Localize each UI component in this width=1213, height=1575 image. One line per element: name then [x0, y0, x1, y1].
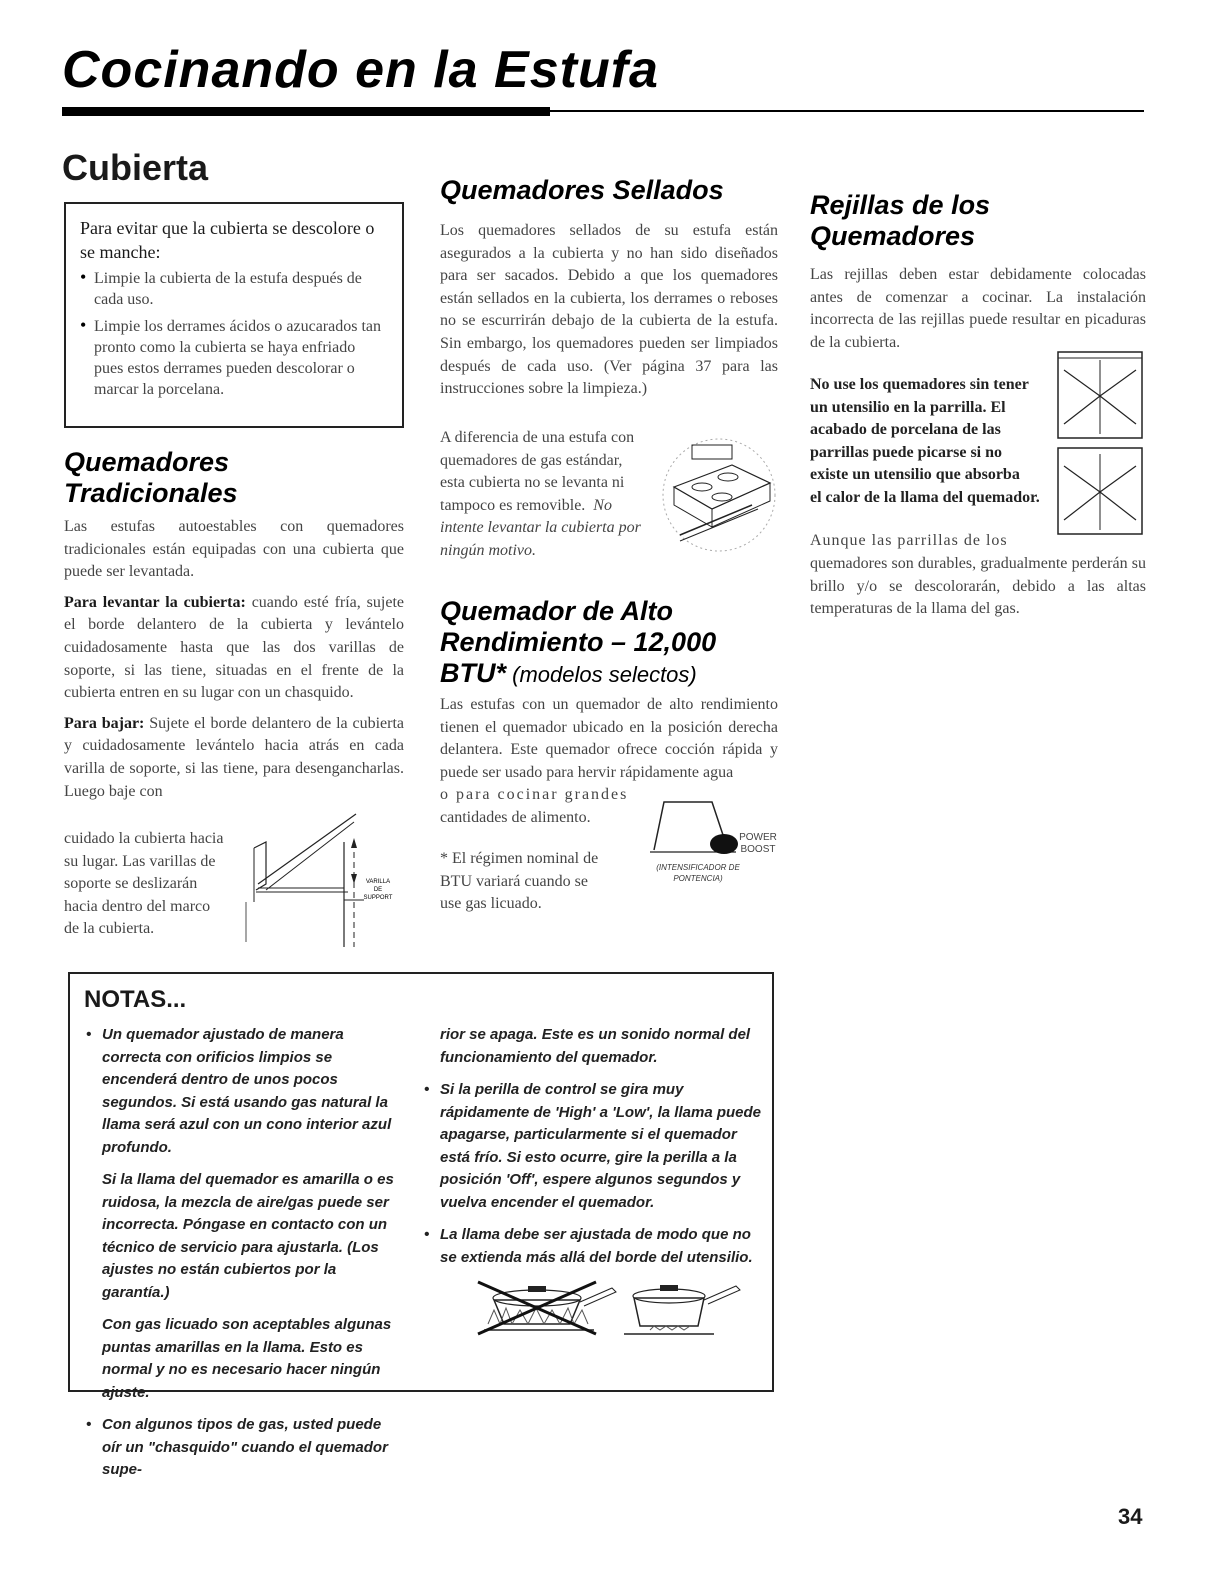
sellados-p2-line: quemadores de gas estándar,: [440, 451, 623, 469]
rejillas-heading-line2: Quemadores: [810, 221, 976, 251]
rod-label: SUPPORT: [363, 895, 393, 901]
tail-line: su lugar. Las varillas de: [64, 852, 216, 870]
sellados-p2-italic: intente levantar la cubierta por: [440, 519, 641, 537]
alto-heading-models: (modelos selectos): [506, 662, 697, 687]
tail-line: hacia dentro del marco: [64, 897, 211, 915]
cubierta-box: [64, 202, 404, 428]
alto-tail-line: cantidades de alimento.: [440, 808, 591, 826]
tradicionales-p3-text: Sujete el borde delantero de la cubierta y cuidadosamente levántelo hacia atrás en cada varilla de soporte, si las tiene, para desengancharlas. Luego baje con: [64, 714, 405, 800]
rejillas-warning-line: un utensilio en la parrilla. El: [810, 398, 1006, 416]
sellados-p2-line: [440, 495, 680, 518]
tradicionales-p3-label: Para bajar:: [64, 714, 145, 732]
rod-label: DE: [373, 887, 383, 893]
power-caption: PONTENCIA): [673, 874, 723, 883]
notas-title: NOTAS...: [84, 986, 187, 1013]
tradicionales-p3: [64, 713, 404, 803]
page-number: 34: [1118, 1504, 1143, 1529]
pans-flame-illustration: [474, 1264, 744, 1344]
sellados-p2: [440, 427, 680, 563]
cubierta-box-item: • Limpie los derrames ácidos o azucarados tan pronto como la cubierta se haya enfriado pues estos derrames pueden descolorar o marcar la porcelana.: [80, 316, 388, 400]
notas-item: rior se apaga. Este es un sonido normal del funcionamiento del quemador.: [440, 1026, 751, 1066]
alto-heading-line1: Quemador de Alto: [440, 596, 674, 626]
notas-item: • Si la perilla de control se gira muy rápidamente de 'High' a 'Low', la llama puede apagarse, particularmente si el quemador está frío. Si esto ocurre, gire la perilla a la posición 'Off', espere algunos segundos y vuelva encender el quemador.: [422, 1079, 762, 1214]
tradicionales-p2-text: cuando esté fría, sujete el borde delantero de la cubierta y levántelo cuidadosamente hasta que las dos varillas de soporte, si las tiene, situadas en el frente de la cubierta entren en su lugar con un chasquido.: [64, 593, 405, 702]
tradicionales-heading-line1: Quemadores: [64, 447, 230, 477]
rejillas-body: [810, 264, 1146, 354]
cubierta-box-item: • Limpie la cubierta de la estufa después de cada uso.: [80, 268, 388, 310]
notas-left-column: [84, 1024, 404, 1492]
tradicionales-heading-line2: Tradicionales: [64, 478, 238, 508]
sealed-cooktop-illustration: [662, 425, 777, 565]
title-rule-thin: [550, 110, 1144, 112]
notas-item: • Con algunos tipos de gas, usted puede oír un "chasquido" cuando el quemador supe-: [84, 1414, 404, 1482]
rod-label: VARILLA: [365, 879, 391, 885]
alto-p1: Las estufas con un quemador de alto rendimiento tienen el quemador ubicado en la posición derecha delantera. Este quemador ofrece cocción rápida y puede ser usado para hervir rápidamente agua: [440, 696, 778, 781]
alto-p1-tail: [440, 784, 660, 829]
sellados-italic-no: No: [593, 496, 612, 514]
boost-label: BOOST: [740, 844, 776, 855]
title-rule-thick: [62, 107, 550, 116]
rejillas-p3-first: Aunque las parrillas de los: [810, 532, 1008, 549]
tail-line: de la cubierta.: [64, 920, 155, 938]
rejillas-warning: [810, 374, 1050, 510]
sellados-p2-italic: ningún motivo.: [440, 541, 536, 559]
sellados-body: [440, 220, 778, 409]
alto-tail-line: o para cocinar grandes: [440, 786, 629, 803]
cubierta-box-list: [80, 268, 388, 400]
tail-line: soporte se deslizarán: [64, 875, 198, 893]
sellados-p2-line: esta cubierta no se levanta ni: [440, 474, 625, 492]
page-title: Cocinando en la Estufa: [62, 41, 659, 99]
power-caption: (INTENSIFICADOR DE: [656, 863, 740, 872]
alto-heading-line3: [440, 658, 778, 690]
tradicionales-p2-label: Para levantar la cubierta:: [64, 593, 246, 611]
notas-item: • La llama debe ser ajustada de modo que no se extienda más allá del borde del utensilio.: [422, 1224, 762, 1269]
power-boost-knob-illustration: [640, 790, 790, 890]
rejillas-warning-line: acabado de porcelana de las: [810, 421, 1001, 439]
rejillas-heading-line1: Rejillas de los: [810, 190, 991, 220]
burner-grate-illustration: [1054, 346, 1146, 542]
cubierta-box-lead: Para evitar que la cubierta se descolore o se manche:: [80, 218, 375, 262]
sellados-p1: Los quemadores sellados de su estufa están asegurados a la cubierta y no han sido diseñados para ser sacados. Debido a que los quemadores están sellados en la cubierta, los derrames o reboses no se escurrirán debajo de la cubierta de la estufa. Sin embargo, los quemadores pueden ser limpiados después de cada uso. (Ver página 37 para las instrucciones sobre la limpieza.): [440, 222, 778, 398]
rejillas-p3: [810, 553, 1146, 621]
rejillas-warning-line: existe un utensilio que absorba: [810, 466, 1020, 484]
alto-body: [440, 694, 778, 784]
alto-footnote-line: use gas licuado.: [440, 895, 542, 913]
alto-footnote: [440, 848, 640, 916]
tradicionales-p2: [64, 592, 404, 705]
power-label: POWER: [739, 832, 777, 843]
notas-right-column: [422, 1024, 762, 1279]
rejillas-warning-line: el calor de la llama del quemador.: [810, 488, 1040, 506]
notas-item: • Un quemador ajustado de manera correcta con orificios limpios se encenderá dentro de unos pocos segundos. Si está usando gas natural la llama será azul con un cono interior azul profundo.: [84, 1024, 404, 1159]
support-rod-illustration: [244, 812, 410, 952]
notas-box: [68, 972, 774, 1478]
notas-item: Si la llama del quemador es amarilla o es ruidosa, la mezcla de aire/gas puede ser incorrecta. Póngase en contacto con un técnico de servicio para ajustarla. (Los ajustes no están cubiertos por la garantía.): [102, 1171, 394, 1301]
alto-footnote-line: BTU variará cuando se: [440, 872, 588, 890]
sellados-heading: Quemadores Sellados: [440, 175, 724, 205]
rejillas-warning-line: No use los quemadores sin tener: [810, 376, 1029, 393]
cubierta-heading: Cubierta: [62, 147, 209, 188]
sellados-p2-line-text: tampoco es removible.: [440, 496, 586, 514]
rejillas-warning-line: parrillas puede picarse si no: [810, 443, 1003, 461]
notas-item: Con gas licuado son aceptables algunas puntas amarillas en la llama. Esto es normal y no es necesario hacer ningún ajuste.: [102, 1316, 392, 1401]
alto-heading-line2: Rendimiento – 12,000: [440, 627, 717, 657]
alto-heading-btu: BTU*: [440, 658, 506, 688]
tradicionales-body: [64, 516, 404, 811]
tradicionales-p1: Las estufas autoestables con quemadores tradicionales están equipadas con una cubierta que puede ser levantada.: [64, 518, 404, 581]
alto-heading: [440, 596, 778, 690]
rejillas-heading: [810, 190, 1146, 252]
tradicionales-p3-tail: [64, 828, 254, 941]
tail-line: cuidado la cubierta hacia: [64, 830, 224, 847]
sellados-p2-line: A diferencia de una estufa con: [440, 429, 635, 446]
rejillas-p1: Las rejillas deben estar debidamente colocadas antes de comenzar a cocinar. La instalación incorrecta de las rejillas puede resultar en picaduras de la cubierta.: [810, 266, 1146, 351]
rejillas-p3-rest: quemadores son durables, gradualmente perderán su brillo y/o se descolorarán, debido a las altas temperaturas de la llama del gas.: [810, 555, 1146, 618]
alto-footnote-line: * El régimen nominal de: [440, 850, 599, 867]
tradicionales-heading: [64, 447, 404, 509]
